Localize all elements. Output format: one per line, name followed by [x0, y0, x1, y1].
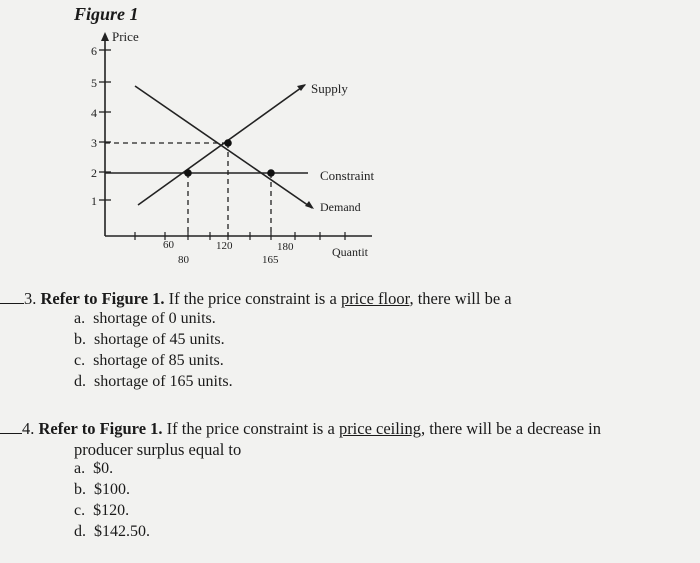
dashed-guides — [105, 143, 271, 236]
option-text: shortage of 45 units. — [94, 331, 225, 348]
question-4-line-2: producer surplus equal to — [74, 440, 242, 459]
figure-title: Figure 1 — [74, 4, 139, 24]
question-4-option-d[interactable] — [74, 523, 150, 541]
y-tick-label-5: 5 — [91, 76, 97, 90]
question-3-text-pre: If the price constraint is a — [168, 289, 337, 308]
option-text: $142.50. — [94, 523, 150, 540]
supply-constraint-point — [184, 169, 192, 177]
answer-blank-4[interactable] — [0, 419, 22, 434]
demand-curve — [135, 86, 312, 208]
question-3-term: price floor — [340, 289, 410, 308]
question-4-text-post: , there will be a decrease in — [420, 419, 601, 438]
demand-label: Demand — [320, 200, 361, 214]
option-text: $0. — [93, 460, 114, 477]
option-letter: c. — [74, 352, 86, 369]
option-text: $100. — [94, 481, 130, 498]
y-axis-label: Price — [112, 29, 139, 44]
x-axis-label: Quantit — [332, 245, 368, 259]
answer-blank-3[interactable] — [0, 289, 24, 304]
question-3-option-b[interactable] — [74, 331, 225, 349]
option-letter: a. — [74, 460, 86, 477]
x-tick-label-165: 165 — [262, 254, 279, 266]
option-text: shortage of 165 units. — [94, 373, 233, 390]
y-tick-label-2: 2 — [91, 166, 97, 180]
y-tick-label-4: 4 — [91, 106, 97, 120]
x-tick-label-80: 80 — [178, 254, 189, 266]
question-3-option-c[interactable] — [74, 352, 224, 370]
question-4-option-b[interactable] — [74, 481, 130, 499]
option-letter: d. — [74, 373, 86, 390]
question-4-refer: Refer to Figure 1. — [38, 419, 163, 438]
option-letter: a. — [74, 310, 86, 327]
option-text: shortage of 0 units. — [93, 310, 216, 327]
question-3-option-a[interactable] — [74, 310, 216, 328]
question-4 — [0, 418, 700, 439]
option-letter: d. — [74, 523, 86, 540]
option-letter: b. — [74, 331, 86, 348]
constraint-label: Constraint — [320, 168, 375, 183]
question-4-number: 4. — [22, 419, 35, 438]
supply-label: Supply — [311, 81, 348, 96]
y-axis-arrow — [101, 32, 109, 41]
x-tick-label-60: 60 — [163, 239, 174, 251]
option-letter: c. — [74, 502, 86, 519]
option-letter: b. — [74, 481, 86, 498]
option-text: $120. — [93, 502, 130, 519]
question-4-term: price ceiling — [338, 419, 421, 438]
question-4-text-pre: If the price constraint is a — [166, 419, 335, 438]
question-3 — [0, 288, 690, 309]
question-3-text-post: , there will be a — [409, 289, 512, 308]
demand-arrow — [305, 201, 314, 209]
equilibrium-point — [224, 139, 232, 147]
demand-constraint-point — [267, 169, 275, 177]
x-tick-label-120: 120 — [216, 240, 233, 252]
option-text: shortage of 85 units. — [93, 352, 224, 369]
y-tick-label-6: 6 — [91, 44, 97, 58]
x-tick-label-180: 180 — [277, 241, 294, 253]
question-3-refer: Refer to Figure 1. — [40, 289, 165, 308]
y-tick-label-1: 1 — [91, 194, 97, 208]
question-4-option-a[interactable] — [74, 460, 113, 478]
question-3-option-d[interactable] — [74, 373, 233, 391]
question-3-number: 3. — [24, 289, 37, 308]
question-4-option-c[interactable] — [74, 502, 129, 520]
y-tick-label-3: 3 — [91, 136, 97, 150]
